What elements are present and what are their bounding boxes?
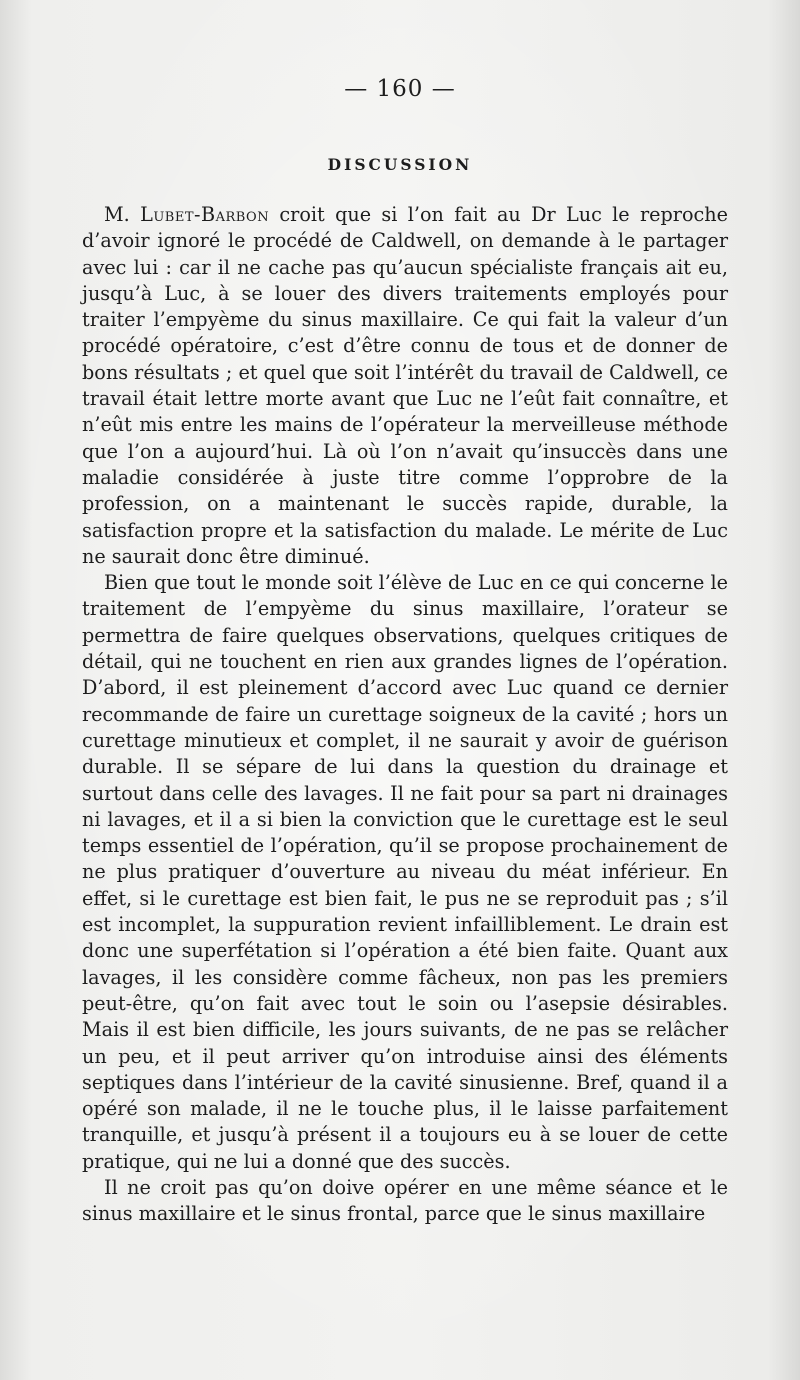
body-text: [82, 202, 728, 1228]
page-number: — 160 —: [344, 76, 456, 102]
section-heading: DISCUSSION: [327, 155, 473, 174]
speaker-prefix: M.: [104, 203, 141, 226]
paragraph-3: Il ne croit pas qu’on doive opérer en une même séance et le sinus maxillaire et le sinus frontal, parce que le sinus maxillaire: [82, 1175, 728, 1226]
speaker-name: Lubet-Barbon: [140, 203, 270, 226]
paragraph-1-text: croit que si l’on fait au Dr Luc le reproche d’avoir ignoré le procédé de Caldwell, on demande à le partager avec lui : car il ne cache pas qu’aucun spécialiste français ait eu, jusqu’à Luc, à se louer des divers traitements employés pour traiter l’empyème du sinus maxillaire. Ce qui fait la valeur d’un procédé opératoire, c’est d’être connu de tous et de donner de bons résultats ; et quel que soit l’intérêt du travail de Caldwell, ce travail était lettre morte avant que Luc ne l’eût fait connaître, et n’eût mis entre les mains de l’opérateur la merveilleuse méthode que l’on a aujourd’hui. Là où l’on n’avait qu’insuccès dans une maladie considérée à juste titre comme l’opprobre de la profession, on a maintenant le succès rapide, durable, la satisfaction propre et la satisfaction du malade. Le mérite de Luc ne saurait donc être diminué.: [82, 203, 728, 568]
paragraph-2: Bien que tout le monde soit l’élève de Luc en ce qui concerne le traitement de l’empyème du sinus maxillaire, l’orateur se permettra de faire quelques observations, quelques critiques de détail, qui ne touchent en rien aux grandes lignes de l’opération. D’abord, il est pleinement d’accord avec Luc quand ce dernier recommande de faire un curettage soigneux de la cavité ; hors un curettage minutieux et complet, il ne saurait y avoir de guérison durable. Il se sépare de lui dans la question du drainage et surtout dans celle des lavages. Il ne fait pour sa part ni drainages ni lavages, et il a si bien la conviction que le curettage est le seul temps essentiel de l’opération, qu’il se propose prochainement de ne plus pratiquer d’ouverture au niveau du méat inférieur. En effet, si le curettage est bien fait, le pus ne se reproduit pas ; s’il est incomplet, la suppuration revient infailliblement. Le drain est donc une superfétation si l’opération a été bien faite. Quant aux lavages, il les considère comme fâcheux, non pas les premiers peut-être, qu’on fait avec tout le soin ou l’asepsie désirables. Mais il est bien difficile, les jours suivants, de ne pas se relâcher un peu, et il peut arriver qu’on introduise ainsi des éléments septiques dans l’intérieur de la cavité sinusienne. Bref, quand il a opéré son malade, il ne le touche plus, il le laisse parfaitement tranquille, et jusqu’à présent il a toujours eu à se louer de cette pratique, qui ne lui a donné que des succès.: [82, 571, 728, 1173]
paragraph-1: [82, 202, 728, 570]
